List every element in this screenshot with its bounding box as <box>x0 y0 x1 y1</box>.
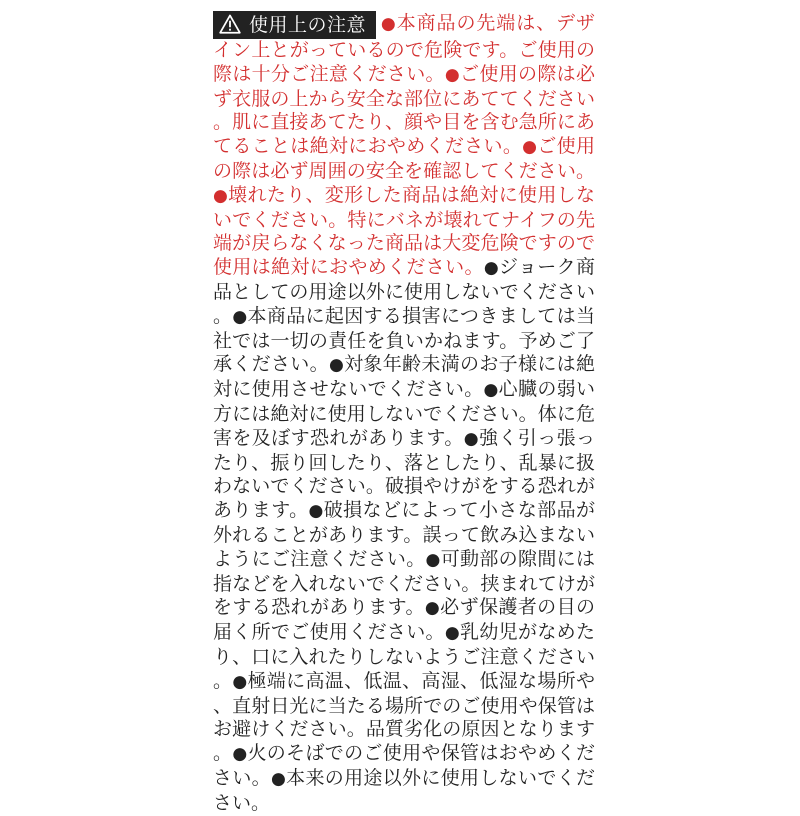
caution-item-text: ご使用の際は必ず衣服の上から安全な部位にあててください。肌に直接あてたり、顔や目を含む急所にあてることは絶対におやめください。 <box>213 62 595 158</box>
caution-item-text: 火のそばでのご使用や保管はおやめください。 <box>213 742 595 789</box>
bullet-icon: ● <box>483 258 499 279</box>
bullet-icon: ● <box>232 671 248 692</box>
bullet-icon: ● <box>308 501 324 522</box>
caution-title: 使用上の注意 <box>249 14 367 36</box>
caution-item-text: 必ず保護者の目の届く所でご使用ください。 <box>213 596 595 644</box>
bullet-icon: ● <box>328 355 345 376</box>
caution-item-text: 壊れたり、変形した商品は絶対に使用しないでください。特にバネが壊れてナイフの先端が戻らなくなった商品は大変危険ですので使用は絶対におやめください。 <box>213 183 595 279</box>
bullet-icon: ● <box>425 549 441 570</box>
caution-item-text: 対象年齢未満のお子様には絶対に使用させないでください。 <box>213 353 595 401</box>
caution-item-text: 破損などによって小さな部品が外れることがあります。誤って飲み込まないようにご注意ください。 <box>213 499 595 570</box>
caution-item-text: 極端に高温、低温、高湿、低湿な場所や、直射日光に当たる場所でのご使用や保管はお避けください。品質劣化の原因となります。 <box>213 669 595 765</box>
bullet-icon: ● <box>522 137 538 158</box>
bullet-icon: ● <box>444 64 461 85</box>
caution-item-text: 本商品に起因する損害につきましては当社では一切の責任を負いかねます。予めご了承ください。 <box>213 304 595 376</box>
caution-item-text: 乳幼児がなめたり、口に入れたりしないようご注意ください。 <box>213 621 595 692</box>
caution-item-text: 本商品の先端は、デザイン上とがっているので危険です。ご使用の際は十分ご注意ください。 <box>213 12 595 85</box>
bullet-icon: ● <box>463 428 479 449</box>
bullet-icon: ● <box>232 744 248 765</box>
caution-item-text: 可動部の隙間には指などを入れないでください。挟まれてけがをする恐れがあります。 <box>213 547 595 619</box>
caution-item-text: 心臓の弱い方には絶対に使用しないでください。体に危害を及ぼす恐れがあります。 <box>213 378 595 449</box>
caution-item-text: ご使用の際は必ず周囲の安全を確認してください。 <box>213 135 595 182</box>
caution-header-badge <box>213 11 376 39</box>
bullet-icon: ● <box>380 14 397 34</box>
warning-icon <box>219 14 241 34</box>
caution-item-text: 本来の用途以外に使用しないでください。 <box>213 766 595 814</box>
bullet-icon: ● <box>213 185 229 206</box>
caution-item-list <box>213 12 595 814</box>
caution-item <box>213 767 595 814</box>
bullet-icon: ● <box>270 768 287 789</box>
bullet-icon: ● <box>483 380 499 401</box>
caution-item-text: 強く引っ張ったり、振り回したり、落としたり、乱暴に扱わないでください。破損やけがをする恐れがあります。 <box>213 426 595 522</box>
bullet-icon: ● <box>424 598 441 619</box>
bullet-icon: ● <box>232 306 248 327</box>
caution-notice <box>213 11 595 816</box>
bullet-icon: ● <box>444 623 461 644</box>
caution-item-text: ジョーク商品としての用途以外に使用しないでください。 <box>213 256 595 327</box>
